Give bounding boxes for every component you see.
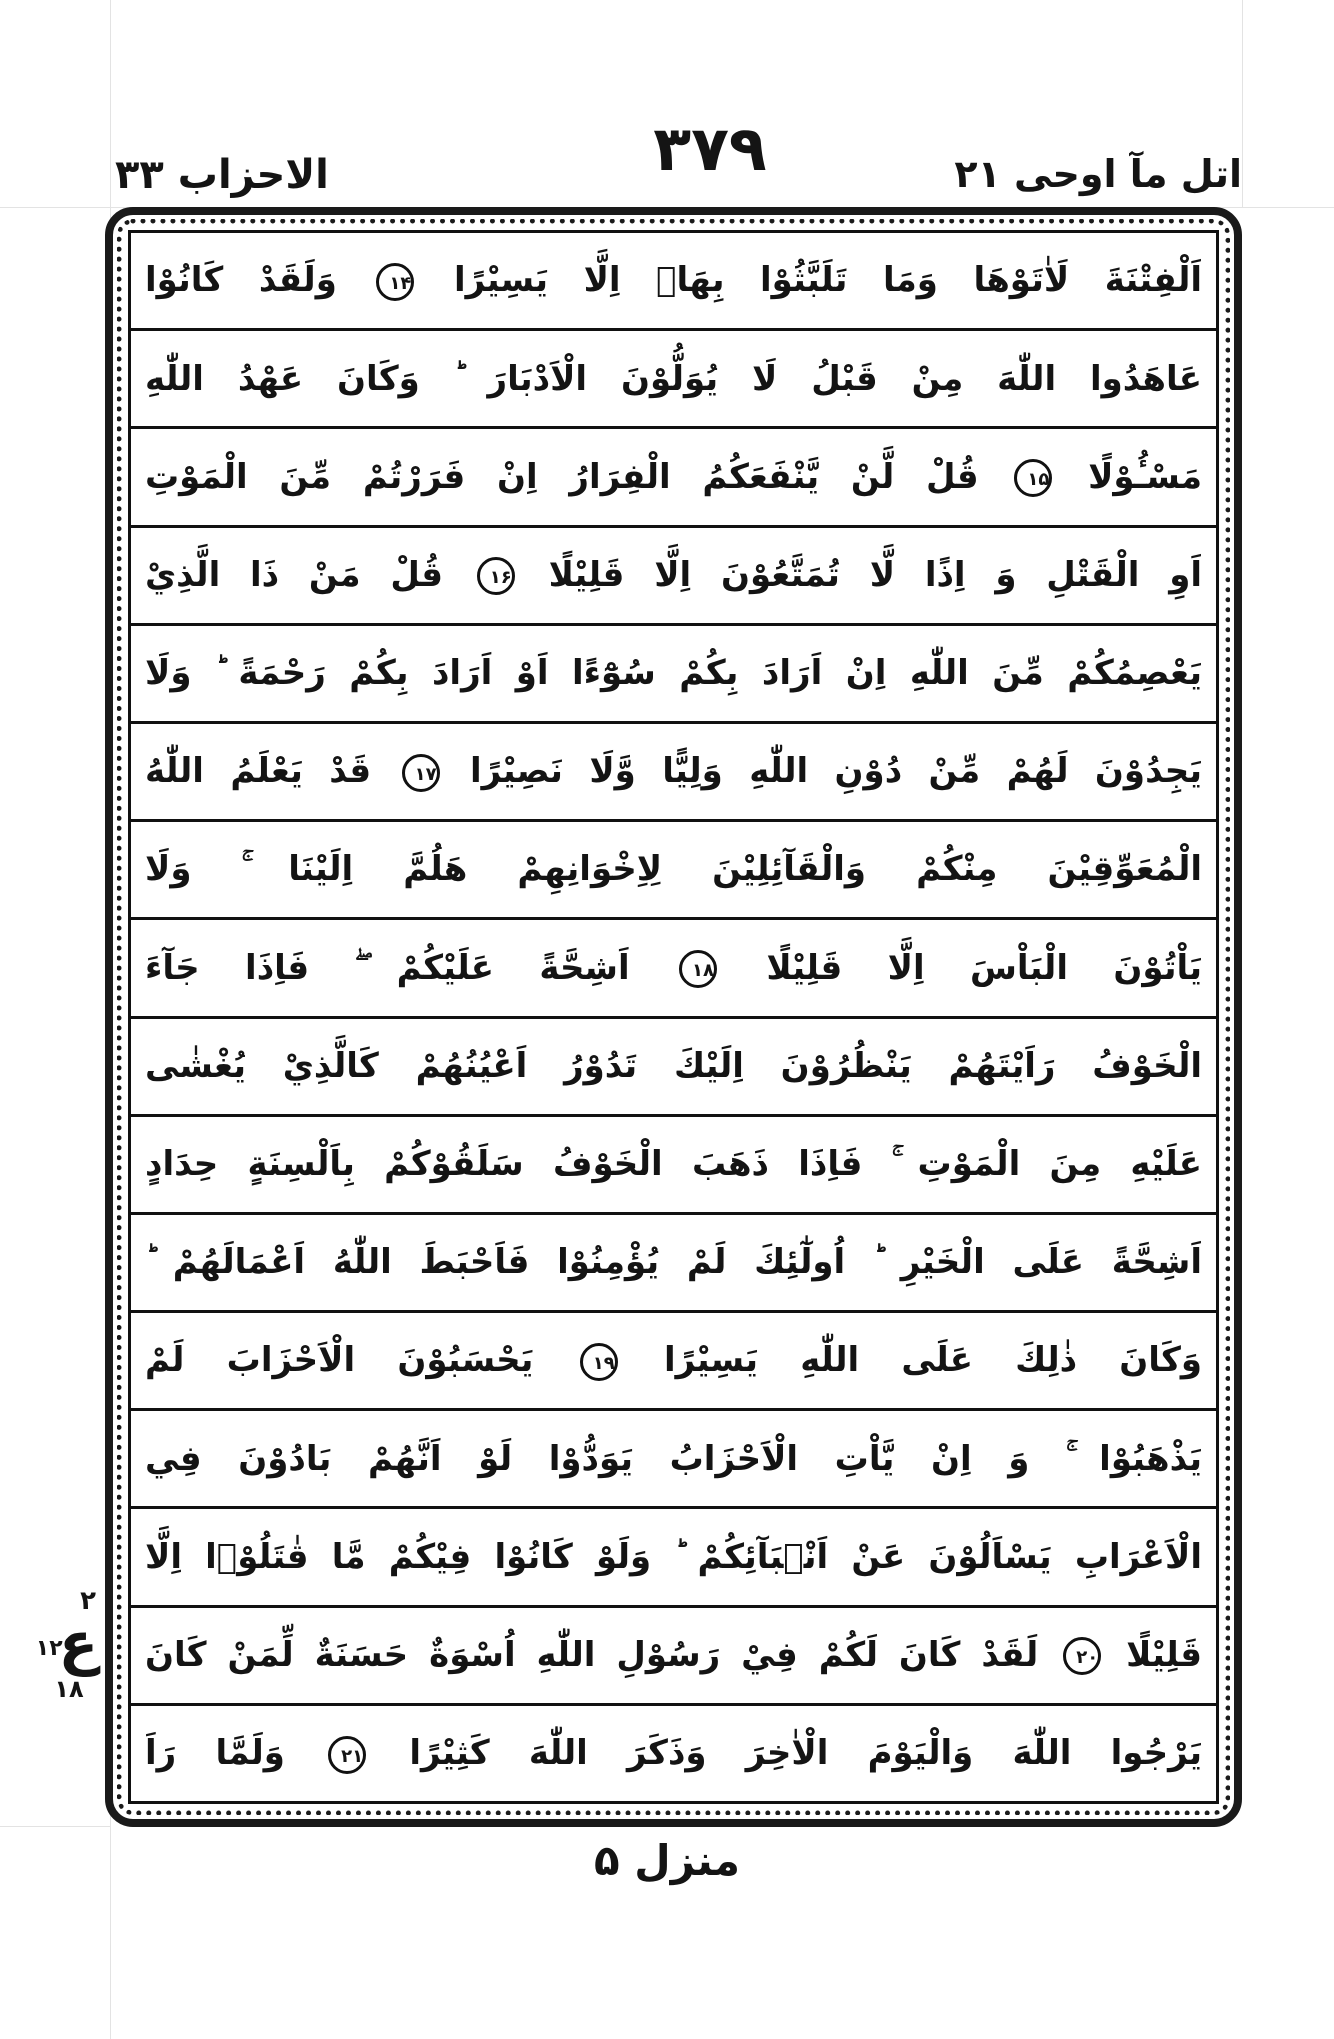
ayah-number-badge: ۲۱ xyxy=(328,1736,366,1774)
quran-line-text: اَشِحَّةً عَلَى الْخَيْرِ ؕ اُولٰٓئِكَ لَمْ يُؤْمِنُوْا فَاَحْبَطَ اللّٰهُ اَعْمَالَهُمْ ؕ xyxy=(145,1242,1202,1283)
ayah-number-badge: ۱۴ xyxy=(376,263,414,301)
quran-line-text: عَاهَدُوا اللّٰهَ مِنْ قَبْلُ لَا يُوَلُّوْنَ الْاَدْبَارَ ؕ وَكَانَ عَهْدُ اللّٰهِ xyxy=(145,358,1202,399)
manzil-label: منزل ۵ xyxy=(594,1836,740,1885)
ruku-ain-glyph: ع xyxy=(58,1609,99,1677)
quran-line-text: يَاْتُوْنَ الْبَاْسَ اِلَّا قَلِيْلًا ۱۸ اَشِحَّةً عَلَيْكُمْ ۖ فَاِذَا جَآءَ xyxy=(145,947,1202,988)
quran-line-text: يَذْهَبُوْا ۚ وَ اِنْ يَّاْتِ الْاَحْزَابُ يَوَدُّوْا لَوْ اَنَّهُمْ بَادُوْنَ فِي xyxy=(145,1438,1202,1479)
quran-line xyxy=(128,1703,1219,1804)
footer-rule-line xyxy=(0,1826,110,1827)
quran-line-text: قَلِيْلًا ۲۰ لَقَدْ كَانَ لَكُمْ فِيْ رَسُوْلِ اللّٰهِ اُسْوَةٌ حَسَنَةٌ لِّمَنْ كَانَ xyxy=(145,1634,1202,1675)
quran-line xyxy=(128,721,1219,819)
quran-line-text: عَلَيْهِ مِنَ الْمَوْتِ ۚ فَاِذَا ذَهَبَ الْخَوْفُ سَلَقُوْكُمْ بِاَلْسِنَةٍ حِدَادٍ xyxy=(145,1144,1202,1185)
quran-line-text: مَسْـُٔوْلًا ۱۵ قُلْ لَّنْ يَّنْفَعَكُمُ الْفِرَارُ اِنْ فَرَرْتُمْ مِّنَ الْمَوْتِ xyxy=(145,456,1203,497)
quran-line-text: الْمُعَوِّقِيْنَ مِنْكُمْ وَالْقَآئِلِيْنَ لِاِخْوَانِهِمْ هَلُمَّ اِلَيْنَا ۚ وَلَا xyxy=(145,849,1202,890)
quran-line xyxy=(128,1212,1219,1310)
text-frame-border xyxy=(105,207,1242,1827)
surah-name-label: الاحزاب ۳۳ xyxy=(115,152,329,198)
ayah-number-badge: ۱۹ xyxy=(580,1343,618,1381)
beaded-border xyxy=(117,219,1230,1815)
quran-line xyxy=(128,525,1219,623)
quran-line xyxy=(128,1605,1219,1703)
quran-line-text: وَكَانَ ذٰلِكَ عَلَى اللّٰهِ يَسِيْرًا ۱۹ يَحْسَبُوْنَ الْاَحْزَابَ لَمْ xyxy=(145,1340,1202,1381)
ruku-marker xyxy=(28,1586,106,1704)
quran-line-text: اَلْفِتْنَةَ لَاٰتَوْهَا وَمَا تَلَبَّثُوْا بِهَاۤ اِلَّا يَسِيْرًا ۱۴ وَلَقَدْ كَانُوْا xyxy=(145,260,1203,301)
quran-line xyxy=(128,917,1219,1015)
quran-line xyxy=(128,230,1219,328)
quran-line xyxy=(128,426,1219,524)
quran-line-text: يَعْصِمُكُمْ مِّنَ اللّٰهِ اِنْ اَرَادَ بِكُمْ سُوْٓءًا اَوْ اَرَادَ بِكُمْ رَحْمَةً ؕ وَلَا xyxy=(145,653,1202,694)
quran-line-text: يَرْجُوا اللّٰهَ وَالْيَوْمَ الْاٰخِرَ وَذَكَرَ اللّٰهَ كَثِيْرًا ۲۱ وَلَمَّا رَاَ xyxy=(145,1733,1202,1774)
ruku-surah-count: ۲ xyxy=(80,1586,96,1616)
quran-line xyxy=(128,1114,1219,1212)
ayah-number-badge: ۱۸ xyxy=(679,950,717,988)
quran-line xyxy=(128,1408,1219,1506)
quran-line-text: الْاَعْرَابِ يَسْاَلُوْنَ عَنْ اَنْۢبَآئِكُمْ ؕ وَلَوْ كَانُوْا فِيْكُمْ مَّا قٰتَلُوْۤا اِلَّا xyxy=(145,1536,1202,1577)
quran-line-text: الْخَوْفُ رَاَيْتَهُمْ يَنْظُرُوْنَ اِلَيْكَ تَدُوْرُ اَعْيُنُهُمْ كَالَّذِيْ يُغْشٰى xyxy=(145,1045,1202,1086)
ayah-number-badge: ۱۷ xyxy=(402,754,440,792)
right-margin-rule-line xyxy=(1242,0,1243,207)
quran-line xyxy=(128,1016,1219,1114)
ayah-number-badge: ۲۰ xyxy=(1063,1637,1101,1675)
page-number: ۳۷۹ xyxy=(653,112,767,185)
juz-name-label: اتل مآ اوحی ۲۱ xyxy=(954,152,1242,196)
ruku-line-count: ۱۸ xyxy=(54,1675,84,1704)
quran-line xyxy=(128,1310,1219,1408)
ruku-juz-count: ۱۲ xyxy=(35,1636,63,1661)
quran-line xyxy=(128,1506,1219,1604)
ayah-number-badge: ۱۵ xyxy=(1014,459,1052,497)
ayah-number-badge: ۱۶ xyxy=(477,557,515,595)
quran-lines xyxy=(128,230,1219,1804)
quran-line xyxy=(128,819,1219,917)
quran-line-text: اَوِ الْقَتْلِ وَ اِذًا لَّا تُمَتَّعُوْنَ اِلَّا قَلِيْلًا ۱۶ قُلْ مَنْ ذَا الَّذِيْ xyxy=(145,554,1202,595)
quran-line xyxy=(128,623,1219,721)
quran-line-text: يَجِدُوْنَ لَهُمْ مِّنْ دُوْنِ اللّٰهِ وَلِيًّا وَّلَا نَصِيْرًا ۱۷ قَدْ يَعْلَمُ اللّٰهُ xyxy=(145,751,1202,792)
quran-line xyxy=(128,328,1219,426)
